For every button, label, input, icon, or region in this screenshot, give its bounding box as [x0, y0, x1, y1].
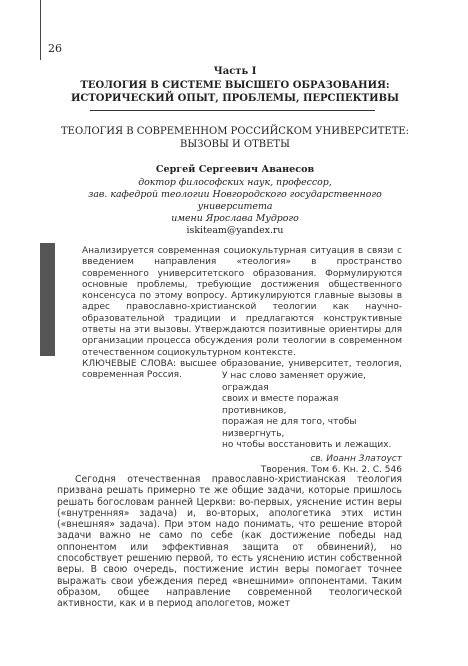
part-title-line-2: ИСТОРИЧЕСКИЙ ОПЫТ, ПРОБЛЕМЫ, ПЕРСПЕКТИВЫ [70, 93, 400, 104]
author-university: имени Ярослава Мудрого [171, 213, 299, 224]
epigraph-line-1: У нас слово заменяет оружие, ограждая [222, 371, 366, 393]
author-name: Сергей Сергеевич Аванесов [155, 164, 315, 175]
author-position: зав. кафедрой теологии Новгородского государственного университета [88, 189, 382, 212]
epigraph-line-4: но чтобы восстановить и лежащих. [222, 440, 392, 450]
part-label: Часть I [213, 66, 257, 77]
part-title-line-1: ТЕОЛОГИЯ В СИСТЕМЕ ВЫСШЕГО ОБРАЗОВАНИЯ: [80, 80, 390, 91]
epigraph [222, 371, 402, 477]
author-email[interactable]: iskiteam@yandex.ru [186, 225, 284, 236]
section-divider [90, 110, 375, 111]
abstract [82, 246, 402, 382]
author-affiliation [60, 177, 410, 237]
part-title [60, 79, 410, 105]
body-paragraph: Сегодня отечественная православно-христианская теология призвана решать примерно те же общие задачи, которые пришлось решать богословам ранней Церкви: во-первых, уяснение истин веры («внутренняя» задача) и, во-вторых, апологетика этих истин («внешняя» задача). При этом надо понимать, что решение второй задачи важно не само по себе (как достижение победы над оппонентом или эффективная защита от обвинений), но способствует решению первой, то есть уяснению истин собственной веры. В свою очередь, постижение истин веры помогает точнее выражать свои убеждения перед «внешними» оппонентами. Таким образом, общее направление современной теологической активности, как и в период апологетов, может [57, 474, 402, 610]
page-number: 26 [48, 42, 62, 55]
epigraph-line-3: поражая не для того, чтобы низвергнуть, [222, 417, 357, 439]
abstract-text: Анализируется современная социокультурная ситуация в связи с введением направления «теология» в пространство современного университетского образования. Формулируются основные проблемы, требующие достижения общественного консенсуса по этому вопросу. Артикулируются главные вызовы в адрес православно-христианской теологии как научно-образовательной традиции и предлагаются конструктивные ответы на эти вызовы. Утверждаются позитивные ориентиры для организации процесса обсуждения роли теологии в современном отечественном социокультурном контексте. [82, 246, 402, 358]
page-edge-rule [40, 0, 41, 60]
epigraph-line-2: своих и вместе поражая противников, [222, 394, 339, 416]
article-title-line-1: ТЕОЛОГИЯ В СОВРЕМЕННОМ РОССИЙСКОМ УНИВЕРСИТЕТЕ: [60, 126, 410, 137]
keywords: КЛЮЧЕВЫЕ СЛОВА: высшее образование, университет, теология, современная Россия. [82, 358, 402, 381]
author-degree: доктор философских наук, профессор, [138, 177, 332, 188]
article-title [60, 125, 410, 151]
epigraph-source: Творения. Том 6. Кн. 2. С. 546 [260, 465, 402, 475]
epigraph-author: св. Иоанн Златоуст [310, 453, 402, 464]
article-title-line-2: ВЫЗОВЫ И ОТВЕТЫ [180, 139, 290, 150]
abstract-marker-bar [40, 243, 55, 356]
